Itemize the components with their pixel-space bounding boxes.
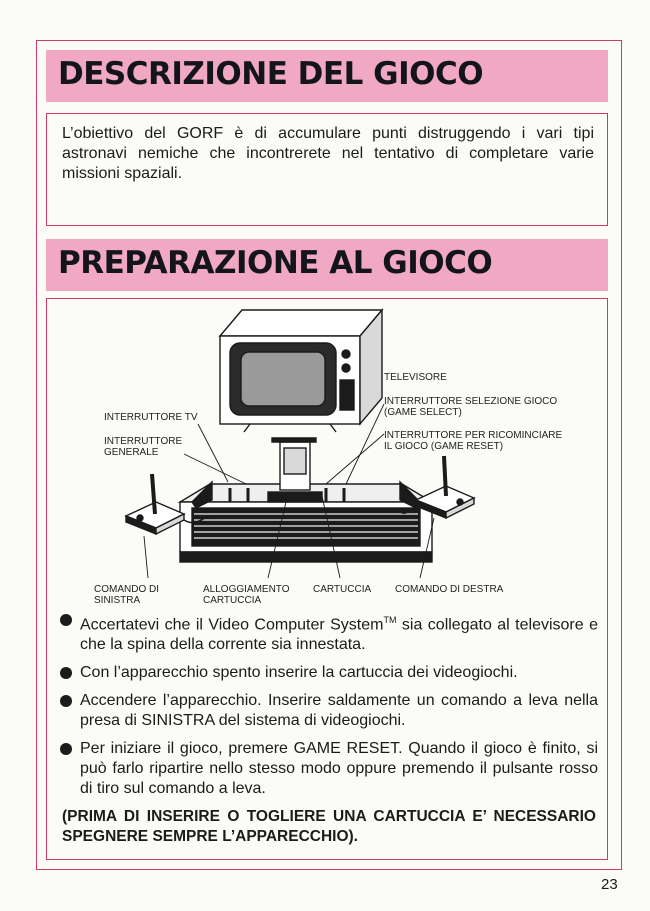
bullet-icon [60,667,72,679]
description-text: L’obiettivo del GORF è di accumulare punti distruggendo i vari tipi astronavi nemiche che incontrerete nel tentativo di completare varie missioni spaziali. [62,125,594,182]
list-item [58,663,598,683]
section-banner-description [46,50,608,102]
instruction-list [58,610,598,807]
label-left-controller-2: SINISTRA [94,595,141,606]
label-game-reset-2: IL GIOCO (GAME RESET) [384,441,504,452]
label-left-controller-1: COMANDO DI [94,584,159,595]
label-power-1: INTERRUTTORE [104,436,183,447]
bullet-icon [60,695,72,707]
label-game-select-1: INTERRUTTORE SELEZIONE GIOCO [384,396,558,407]
section-banner-setup [46,239,608,291]
section-title-setup: PREPARAZIONE AL GIOCO [58,245,493,281]
bullet-text: Con l’apparecchio spento inserire la cartuccia dei videogiochi. [80,664,518,682]
label-game-select-2: (GAME SELECT) [384,407,462,418]
label-cartridge: CARTUCCIA [313,584,372,595]
label-tv-switch: INTERRUTTORE TV [104,412,198,423]
label-cartridge-slot-2: CARTUCCIA [203,595,262,606]
page-number: 23 [601,876,618,893]
list-item [58,610,598,655]
bullet-text: sia collegato al televisore e che la spina della corrente sia innestata. [80,616,598,654]
label-power-2: GENERALE [104,447,159,458]
bullet-icon [60,614,72,626]
label-game-reset-1: INTERRUTTORE PER RICOMINCIARE [384,430,563,441]
bullet-text: Accendere l’apparecchio. Inserire saldamente un comando a leva nella presa di SINISTRA del sistema di videogiochi. [80,692,598,730]
label-cartridge-slot-1: ALLOGGIAMENTO [203,584,290,595]
bullet-text: Per iniziare il gioco, premere GAME RESET. Quando il gioco è finito, si può farlo ripartire nello stesso modo oppure premendo il pulsante rosso di tiro sul comando a leva. [80,740,598,798]
list-item [58,739,598,799]
list-item [58,691,598,731]
bullet-icon [60,743,72,755]
warning-note: (PRIMA DI INSERIRE O TOGLIERE UNA CARTUCCIA E’ NECESSARIO SPEGNERE SEMPRE L’APPARECCHIO). [62,808,596,845]
television-icon [220,310,382,432]
label-televisore: TELEVISORE [384,372,447,383]
section-title-description: DESCRIZIONE DEL GIOCO [58,56,484,92]
console-icon [180,438,432,562]
bullet-text: Accertatevi che il Video Computer System [80,616,384,634]
label-right-controller: COMANDO DI DESTRA [395,584,504,595]
console-diagram [60,306,600,606]
trademark-mark: TM [383,615,397,625]
